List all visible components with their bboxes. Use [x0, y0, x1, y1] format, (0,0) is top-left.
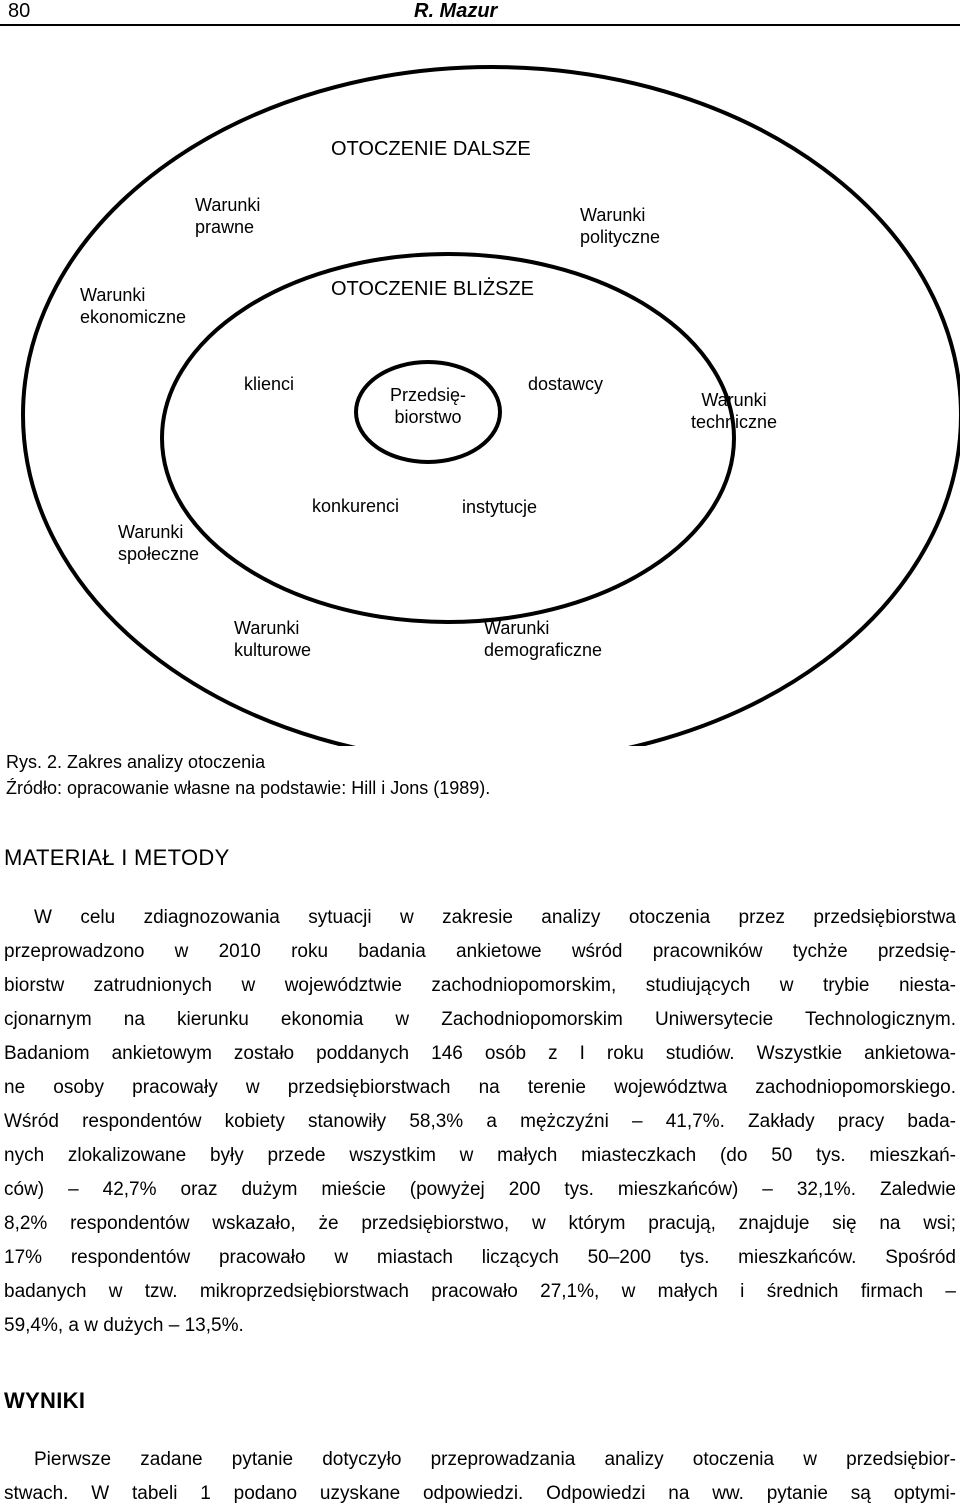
- inner-factor-instytucje: instytucje: [462, 497, 538, 517]
- outer-environment-title: OTOCZENIE DALSZE: [331, 138, 531, 160]
- factor-label-line: prawne: [195, 217, 255, 237]
- factor-label-line: Warunki: [234, 618, 300, 638]
- factor-techniczne: [686, 389, 782, 433]
- core-label-line: Przedsię-: [389, 385, 467, 405]
- results-line: Pierwsze zadane pytanie dotyczyło przeprowadzania analizy otoczenia w przedsiębior-: [34, 1449, 956, 1470]
- diagram-ellipses: [0, 26, 960, 746]
- factor-label-line: Warunki: [195, 195, 261, 215]
- inner-factor-konkurenci: konkurenci: [312, 496, 400, 516]
- environment-diagram: [0, 26, 960, 746]
- methods-line: 59,4%, a w dużych – 13,5%.: [4, 1315, 244, 1336]
- factor-spoleczne: [118, 521, 199, 565]
- methods-line: Badaniom ankietowym zostało poddanych 146 osób z I roku studiów. Wszystkie ankietowa-: [4, 1043, 956, 1064]
- methods-heading: MATERIAŁ I METODY: [4, 845, 230, 870]
- methods-line: W celu zdiagnozowania sytuacji w zakresie analizy otoczenia przez przedsiębiorstwa: [34, 907, 956, 928]
- results-line: stwach. W tabeli 1 podano uzyskane odpowiedzi. Odpowiedzi na ww. pytanie są optymi-: [4, 1483, 956, 1504]
- factor-label-line: Warunki: [118, 522, 184, 542]
- factor-ekonomiczne: [80, 284, 186, 328]
- methods-line: ne osoby pracowały w przedsiębiorstwach na terenie województwa zachodniopomorskiego.: [4, 1077, 956, 1098]
- methods-line: ców) – 42,7% oraz dużym mieście (powyżej 200 tys. mieszkańców) – 32,1%. Zaledwie: [4, 1179, 956, 1200]
- factor-label-line: społeczne: [118, 544, 200, 564]
- inner-environment-title: OTOCZENIE BLIŻSZE: [331, 278, 534, 300]
- core-enterprise-label: [378, 384, 478, 428]
- factor-label-line: demograficzne: [484, 640, 603, 660]
- results-heading: WYNIKI: [4, 1388, 86, 1413]
- figure-caption: Rys. 2. Zakres analizy otoczenia: [6, 752, 266, 772]
- methods-line: nych zlokalizowane były przede wszystkim w małych miasteczkach (do 50 tys. mieszkań-: [4, 1145, 956, 1166]
- factor-label-line: techniczne: [690, 412, 778, 432]
- inner-factor-dostawcy: dostawcy: [528, 374, 604, 394]
- core-label-line: biorstwo: [394, 407, 462, 427]
- page-number: 80: [8, 0, 31, 22]
- factor-label-line: polityczne: [580, 227, 661, 247]
- factor-prawne: [195, 194, 260, 238]
- factor-polityczne: [580, 204, 660, 248]
- results-paragraph: [4, 1443, 956, 1511]
- factor-demograficzne: [484, 617, 602, 661]
- factor-label-line: Warunki: [80, 285, 146, 305]
- methods-line: 17% respondentów pracowało w miastach liczących 50–200 tys. mieszkańców. Spośród: [4, 1247, 956, 1268]
- methods-line: przeprowadzono w 2010 roku badania ankietowe wśród pracowników tychże przedsię-: [4, 941, 956, 962]
- methods-line: badanych w tzw. mikroprzedsiębiorstwach pracowało 27,1%, w małych i średnich firmach –: [4, 1281, 956, 1302]
- figure-source: Źródło: opracowanie własne na podstawie: Hill i Jons (1989).: [6, 778, 491, 798]
- running-title: R. Mazur: [414, 0, 498, 22]
- inner-factor-klienci: klienci: [244, 374, 295, 394]
- page-header: [0, 0, 960, 26]
- factor-label-line: Warunki: [701, 390, 767, 410]
- factor-kulturowe: [234, 617, 311, 661]
- methods-line: biorstw zatrudnionych w województwie zachodniopomorskim, studiujących w trybie niesta-: [4, 975, 956, 996]
- inner-environment-ellipse: [162, 254, 734, 622]
- methods-paragraph: [4, 901, 956, 1343]
- factor-label-line: ekonomiczne: [80, 307, 187, 327]
- methods-line: cjonarnym na kierunku ekonomia w Zachodniopomorskim Uniwersytecie Technologicznym.: [4, 1009, 956, 1030]
- factor-label-line: Warunki: [580, 205, 646, 225]
- methods-line: 8,2% respondentów wskazało, że przedsiębiorstwo, w którym pracują, znajduje się na wsi;: [4, 1213, 956, 1234]
- factor-label-line: kulturowe: [234, 640, 312, 660]
- methods-line: Wśród respondentów kobiety stanowiły 58,3% a mężczyźni – 41,7%. Zakłady pracy bada-: [4, 1111, 956, 1132]
- factor-label-line: Warunki: [484, 618, 550, 638]
